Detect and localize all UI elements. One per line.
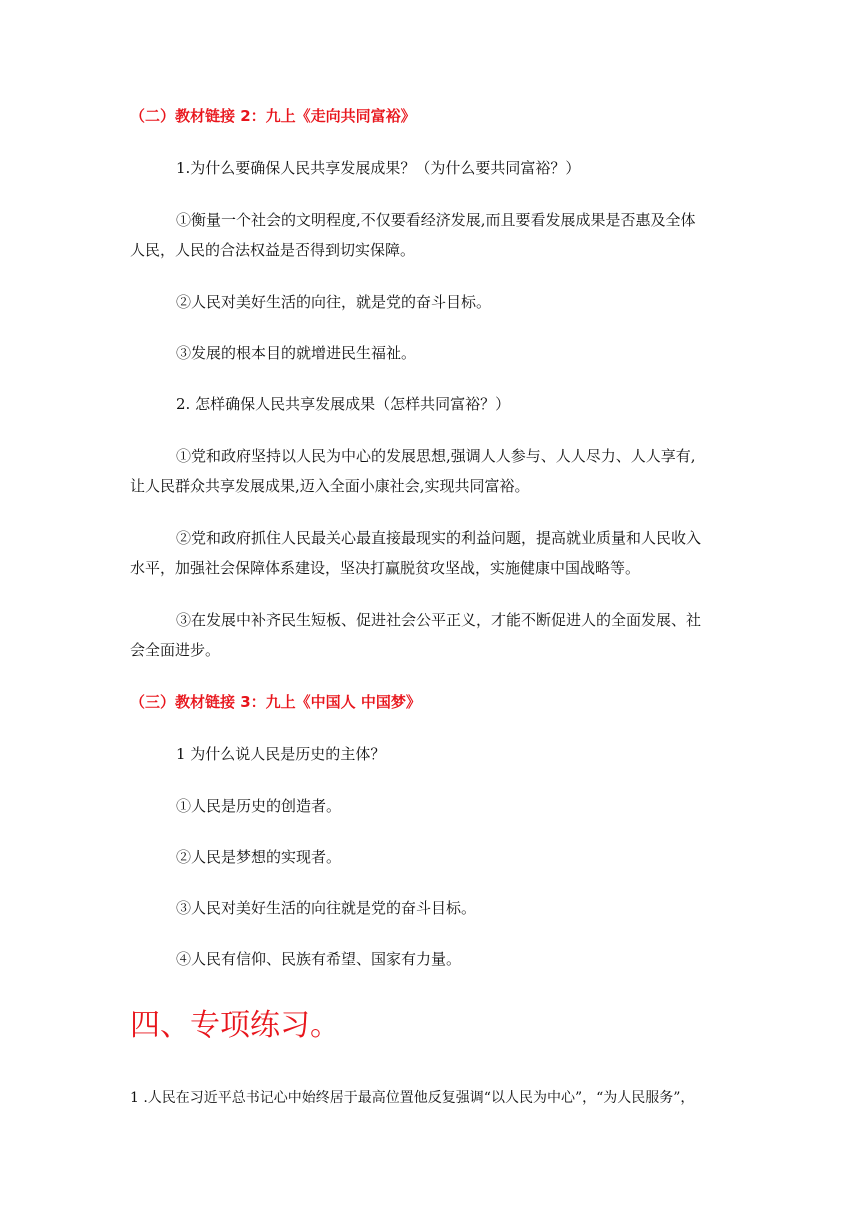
question-2-how-share: 2. 怎样确保人民共享发展成果（怎样共同富裕？） bbox=[176, 395, 511, 413]
section-heading-special-practice: 四、专项练习。 bbox=[130, 1008, 340, 1043]
question-people-subject-of-history: 1 为什么说人民是历史的主体？ bbox=[176, 745, 386, 763]
q2-answer-3-line-1: ③在发展中补齐民生短板、促进社会公平正义，才能不断促进人的全面发展、社 bbox=[176, 611, 702, 629]
q2-answer-3-line-2: 会全面进步。 bbox=[130, 641, 221, 659]
q2-answer-2-line-2: 水平，加强社会保障体系建设，坚决打赢脱贫攻坚战，实施健康中国战略等。 bbox=[130, 559, 641, 577]
s3-answer-4: ④人民有信仰、民族有希望、国家有力量。 bbox=[176, 950, 462, 968]
answer-3: ③发展的根本目的就增进民生福祉。 bbox=[176, 344, 417, 362]
q2-answer-2-line-1: ②党和政府抓住人民最关心最直接最现实的利益问题，提高就业质量和人民收入 bbox=[176, 529, 702, 547]
s3-answer-1: ①人民是历史的创造者。 bbox=[176, 797, 342, 815]
question-1-why-share: 1.为什么要确保人民共享发展成果？（为什么要共同富裕？） bbox=[176, 159, 581, 177]
s3-answer-2: ②人民是梦想的实现者。 bbox=[176, 848, 342, 866]
answer-1-line-2: 人民，人民的合法权益是否得到切实保障。 bbox=[130, 241, 416, 259]
section-heading-textbook-link-3: （三）教材链接 3：九上《中国人 中国梦》 bbox=[130, 693, 421, 711]
practice-item-1: 1 .人民在习近平总书记心中始终居于最高位置他反复强调“以人民为中心”，“为人民服务”， bbox=[130, 1090, 695, 1106]
q2-answer-1-line-1: ①党和政府坚持以人民为中心的发展思想,强调人人参与、人人尽力、人人享有, bbox=[176, 447, 696, 465]
q2-answer-1-line-2: 让人民群众共享发展成果,迈入全面小康社会,实现共同富裕。 bbox=[130, 477, 530, 495]
s3-answer-3: ③人民对美好生活的向往就是党的奋斗目标。 bbox=[176, 899, 477, 917]
answer-2: ②人民对美好生活的向往，就是党的奋斗目标。 bbox=[176, 293, 492, 311]
section-heading-textbook-link-2: （二）教材链接 2：九上《走向共同富裕》 bbox=[130, 107, 416, 125]
answer-1-line-1: ①衡量一个社会的文明程度,不仅要看经济发展,而且要看发展成果是否惠及全体 bbox=[176, 211, 696, 229]
